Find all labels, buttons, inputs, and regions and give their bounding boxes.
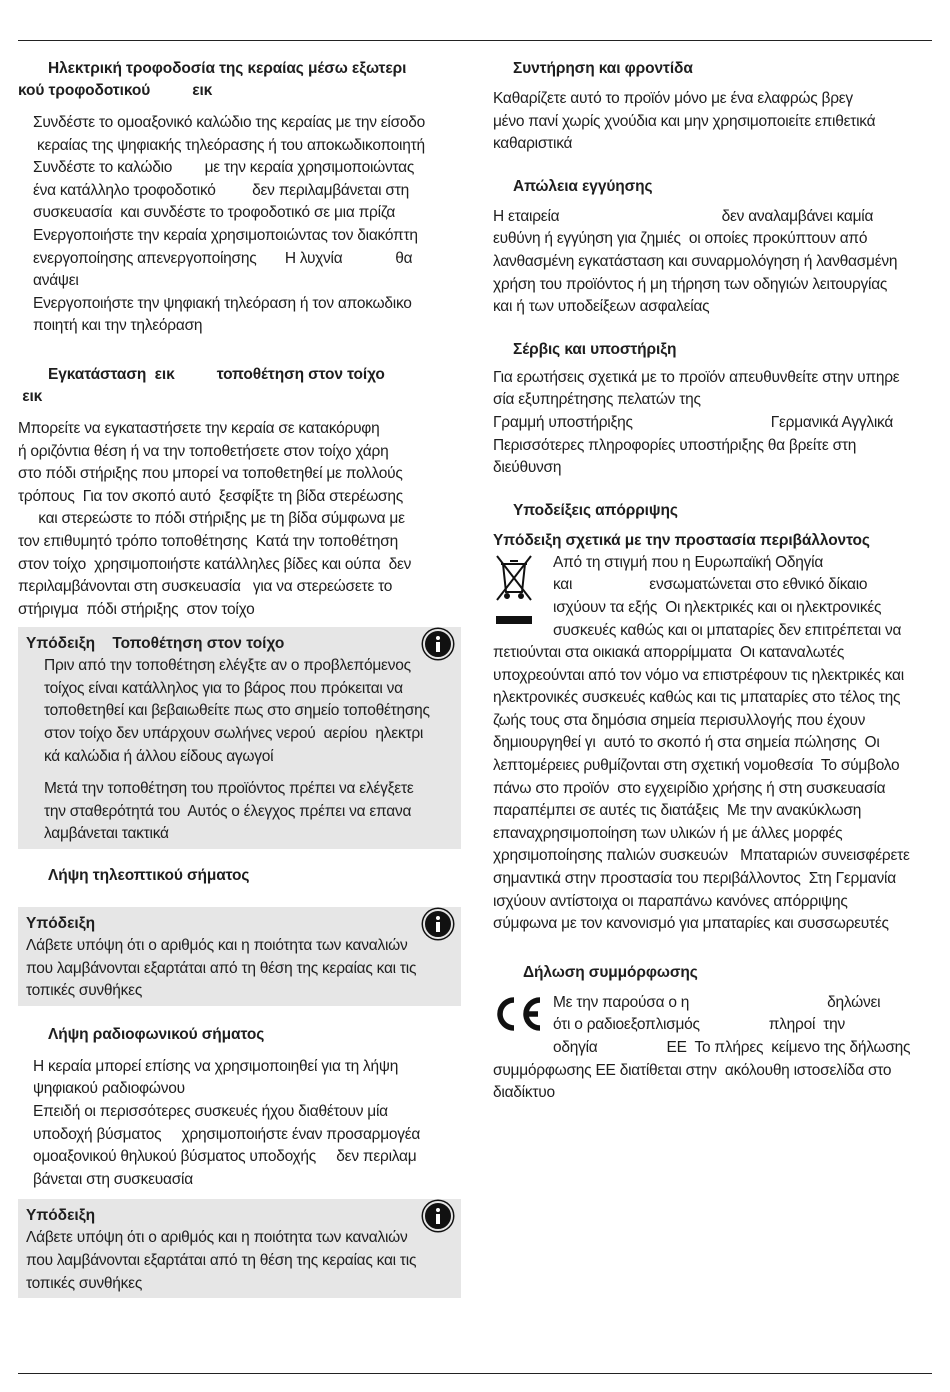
text-line: διεύθυνση bbox=[493, 459, 562, 477]
wall-mount-note bbox=[18, 627, 461, 849]
note-title: Υπόδειξη bbox=[26, 915, 96, 933]
power-supply-heading bbox=[18, 58, 461, 102]
text-line: στο πόδι στήριξης που μπορεί να τοποθετηθεί με πολλούς bbox=[18, 465, 403, 483]
text-line: Γραμμή υποστήριξης Γερμανικά Αγγλικά bbox=[493, 413, 894, 431]
text-line: παραπέμπει σε αυτές τις διατάξεις Με την ανακύκλωση bbox=[493, 802, 862, 820]
service-text bbox=[493, 367, 933, 480]
heading-line: Εγκατάσταση εικ τοποθέτηση στον τοίχο bbox=[48, 365, 385, 383]
text-line: και ή των υποδείξεων ασφαλείας bbox=[493, 298, 710, 316]
step-line: Η κεραία μπορεί επίσης να χρησιμοποιηθεί για τη λήψη bbox=[33, 1057, 399, 1075]
conformity-text bbox=[493, 1060, 933, 1105]
installation-text bbox=[18, 418, 461, 621]
text-line: χρησιμοποίησης παλιών συσκευών Μπαταριών συνεισφέρετε bbox=[493, 847, 910, 865]
text-line: πετιούνται στα οικιακά απορρίμματα Οι καταναλωτές bbox=[493, 644, 845, 662]
tv-reception-heading: Λήψη τηλεοπτικού σήματος bbox=[48, 867, 250, 885]
crossed-bin-icon bbox=[493, 552, 535, 626]
step-line: ανάψει bbox=[33, 272, 79, 290]
text-line: Περισσότερες πληροφορίες υποστήριξης θα βρείτε στη bbox=[493, 436, 857, 454]
note-line: τοπικές συνθήκες bbox=[26, 1274, 143, 1292]
text-line: ευθύνη ή εγγύηση για ζημιές οι οποίες προκύπτουν από bbox=[493, 230, 868, 248]
heading-line: κού τροφοδοτικού εικ bbox=[18, 82, 213, 99]
service-heading: Σέρβις και υποστήριξη bbox=[513, 340, 677, 358]
maintenance-text bbox=[493, 88, 933, 156]
step-line: Επειδή οι περισσότερες συσκευές ήχου διαθέτουν μία bbox=[33, 1103, 388, 1120]
step-line: υποδοχή βύσματος χρησιμοποιήστε έναν προσαρμογέα bbox=[33, 1125, 421, 1143]
note-line: τοίχος είναι κατάλληλος για το βάρος που πρόκειται να bbox=[44, 679, 403, 697]
text-line: υποχρεούνται από τον νόμο να επιστρέφουν τις ηλεκτρικές και bbox=[493, 666, 904, 684]
step-line: Συνδέστε το ομοαξονικό καλώδιο της κεραίας με την είσοδο bbox=[33, 114, 426, 131]
radio-reception-steps bbox=[18, 1056, 461, 1192]
warranty-heading: Απώλεια εγγύησης bbox=[513, 177, 653, 195]
note-line: λαμβάνεται τακτικά bbox=[44, 825, 169, 843]
tv-reception-note bbox=[18, 907, 461, 1006]
maintenance-heading: Συντήρηση και φροντίδα bbox=[513, 60, 693, 77]
note-title: Υπόδειξη Τοποθέτηση στον τοίχο bbox=[26, 635, 285, 653]
power-supply-steps bbox=[18, 112, 461, 338]
text-line: Από τη στιγμή που η Ευρωπαϊκή Οδηγία bbox=[553, 553, 824, 571]
environment-subheading: Υπόδειξη σχετικά με την προστασία περιβάλλοντος bbox=[493, 531, 870, 549]
text-line: μένο πανί χωρίς χνούδια και μην χρησιμοποιείτε επιθετικά bbox=[493, 112, 876, 130]
text-line: ισχύουν τα εξής Οι ηλεκτρικές και οι ηλεκτρονικές bbox=[553, 598, 882, 616]
text-line: ηλεκτρονικές συσκευές καθώς και τις μπαταρίες στο τέλος της bbox=[493, 689, 901, 707]
top-rule bbox=[18, 40, 932, 41]
warranty-text bbox=[493, 206, 933, 319]
bottom-rule bbox=[18, 1373, 932, 1374]
text-line: τον επιθυμητό τρόπο τοποθέτησης Κατά την τοποθέτηση bbox=[18, 532, 398, 550]
text-line: Μπορείτε να εγκαταστήσετε την κεραία σε κατακόρυφη bbox=[18, 419, 380, 437]
step-line: ποιητή και την τηλεόραση bbox=[33, 317, 203, 335]
note-line: που λαμβάνονται εξαρτάται από τη θέση της κεραίας και τις bbox=[26, 1251, 417, 1269]
right-column bbox=[493, 58, 933, 1105]
text-line: στον τοίχο χρησιμοποιήστε κατάλληλες βίδες και ούπα δεν bbox=[18, 555, 412, 573]
text-line: καθαριστικά bbox=[493, 135, 573, 153]
text-line: ή οριζόντια θέση ή να την τοποθετήσετε στον τοίχο χάρη bbox=[18, 442, 389, 460]
text-line: επαναχρησιμοποίηση των υλικών ή με άλλες μορφές bbox=[493, 824, 843, 842]
text-line: σία εξυπηρέτησης πελατών της bbox=[493, 391, 701, 409]
text-line: συσκευές καθώς και οι μπαταρίες δεν επιτρέπεται να bbox=[553, 621, 902, 639]
heading-line: Ηλεκτρική τροφοδοσία της κεραίας μέσω εξωτερι bbox=[48, 60, 407, 77]
radio-reception-heading: Λήψη ραδιοφωνικού σήματος bbox=[48, 1025, 265, 1043]
note-line: τοπικές συνθήκες bbox=[26, 982, 143, 1000]
text-line: Η εταιρεία δεν αναλαμβάνει καμία bbox=[493, 207, 874, 225]
conformity-heading: Δήλωση συμμόρφωσης bbox=[523, 963, 698, 981]
note-title: Υπόδειξη bbox=[26, 1207, 96, 1225]
note-line: Λάβετε υπόψη ότι ο αριθμός και η ποιότητα των καναλιών bbox=[26, 1229, 408, 1247]
step-line: ένα κατάλληλο τροφοδοτικό δεν περιλαμβάνεται στη bbox=[33, 181, 409, 199]
step-line: βάνεται στη συσκευασία bbox=[33, 1170, 193, 1188]
text-line: περιλαμβάνονται στη συσκευασία για να στερεώσετε το bbox=[18, 578, 393, 596]
step-line: Ενεργοποιήστε την ψηφιακή τηλεόραση ή τον αποκωδικο bbox=[33, 294, 412, 312]
text-line: Καθαρίζετε αυτό το προϊόν μόνο με ένα ελαφρώς βρεγ bbox=[493, 90, 853, 107]
note-body bbox=[26, 1227, 453, 1295]
text-line: λανθασμένη εγκατάσταση και συναρμολόγηση ή λανθασμένη bbox=[493, 252, 898, 270]
note-line: Πριν από την τοποθέτηση ελέγξτε αν ο προβλεπόμενος bbox=[44, 657, 411, 675]
text-line: στήριγμα πόδι στήριξης στον τοίχο bbox=[18, 600, 255, 618]
note-line: που λαμβάνονται εξαρτάται από τη θέση της κεραίας και τις bbox=[26, 959, 417, 977]
radio-reception-note bbox=[18, 1199, 461, 1298]
text-line: ζωής τους στα δημόσια σημεία περισυλλογής που έχουν bbox=[493, 711, 866, 729]
note-line: κά καλώδια ή άλλου είδους αγωγοί bbox=[44, 747, 274, 765]
weee-block bbox=[493, 552, 933, 642]
step-line: ψηφιακού ραδιοφώνου bbox=[33, 1080, 185, 1098]
text-line: τρόπους Για τον σκοπό αυτό ξεσφίξτε τη βίδα στερέωσης bbox=[18, 487, 403, 505]
step-line: ομοαξονικού θηλυκού βύσματος υποδοχής δεν περιλαμ bbox=[33, 1148, 417, 1166]
text-line: χρήση του προϊόντος ή μη τήρηση των οδηγιών λειτουργίας bbox=[493, 275, 888, 293]
text-line: σύμφωνα με τον κανονισμό για μπαταρίες και συσσωρευτές bbox=[493, 915, 889, 933]
heading-line: εικ bbox=[18, 387, 43, 405]
text-line: συμμόρφωσης ΕΕ διατίθεται στην ακόλουθη ιστοσελίδα στο bbox=[493, 1061, 892, 1079]
note-line: Λάβετε υπόψη ότι ο αριθμός και η ποιότητα των καναλιών bbox=[26, 937, 408, 955]
ce-mark-icon bbox=[493, 994, 543, 1034]
note-body bbox=[26, 655, 453, 846]
note-line: στον τοίχο δεν υπάρχουν σωλήνες νερού αερίου ηλεκτρι bbox=[44, 725, 424, 743]
step-line: κεραίας της ψηφιακής τηλεόρασης ή του αποκωδικοποιητή bbox=[33, 136, 425, 154]
info-icon bbox=[423, 909, 453, 939]
step-line: Συνδέστε το καλώδιο με την κεραία χρησιμοποιώντας bbox=[33, 159, 415, 177]
text-line: και ενσωματώνεται στο εθνικό δίκαιο bbox=[553, 576, 868, 594]
disposal-heading: Υποδείξεις απόρριψης bbox=[513, 501, 678, 519]
text-line: ότι ο ραδιοεξοπλισμός πληροί την bbox=[553, 1016, 845, 1034]
text-line: λεπτομέρειες ρυθμίζονται στη σχετική νομοθεσία Το σύμβολο bbox=[493, 757, 900, 775]
left-column bbox=[18, 58, 461, 1298]
note-line: Μετά την τοποθέτηση του προϊόντος πρέπει να ελέγξετε bbox=[44, 780, 414, 798]
ce-block bbox=[493, 992, 933, 1060]
text-line: οδηγία ΕΕ Το πλήρες κείμενο της δήλωσης bbox=[553, 1039, 911, 1056]
text-line: Για ερωτήσεις σχετικά με το προϊόν απευθυνθείτε στην υπηρε bbox=[493, 368, 900, 386]
step-line: ενεργοποίησης απενεργοποίησης Η λυχνία θα bbox=[33, 249, 413, 267]
text-line: πάνω στο προϊόν στο εγχειρίδιο χρήσης ή στη συσκευασία bbox=[493, 779, 886, 797]
text-line: σημαντικά στην προστασία του περιβάλλοντος Στη Γερμανία bbox=[493, 870, 896, 888]
text-line: διαδίκτυο bbox=[493, 1084, 555, 1102]
note-line: τοποθετηθεί και βεβαιωθείτε πως στο σημείο τοποθέτησης bbox=[44, 702, 430, 720]
text-line: Με την παρούσα ο η δηλώνει bbox=[553, 993, 881, 1011]
text-line: δημιουργηθεί γι αυτό το σκοπό ή στα σημεία πώλησης Οι bbox=[493, 734, 880, 752]
note-line: την σταθερότητά του Αυτός ο έλεγχος πρέπει να επανα bbox=[44, 802, 412, 820]
note-body bbox=[26, 935, 453, 1003]
text-line: ισχύουν αντίστοιχα οι παραπάνω κανόνες απόρριψης bbox=[493, 892, 848, 910]
disposal-text bbox=[493, 642, 933, 936]
installation-heading bbox=[18, 364, 461, 408]
step-line: Ενεργοποιήστε την κεραία χρησιμοποιώντας τον διακόπτη bbox=[33, 226, 418, 244]
step-line: συσκευασία και συνδέστε το τροφοδοτικό σε μια πρίζα bbox=[33, 204, 396, 222]
text-line: και στερεώστε το πόδι στήριξης με τη βίδα σύμφωνα με bbox=[18, 510, 405, 528]
